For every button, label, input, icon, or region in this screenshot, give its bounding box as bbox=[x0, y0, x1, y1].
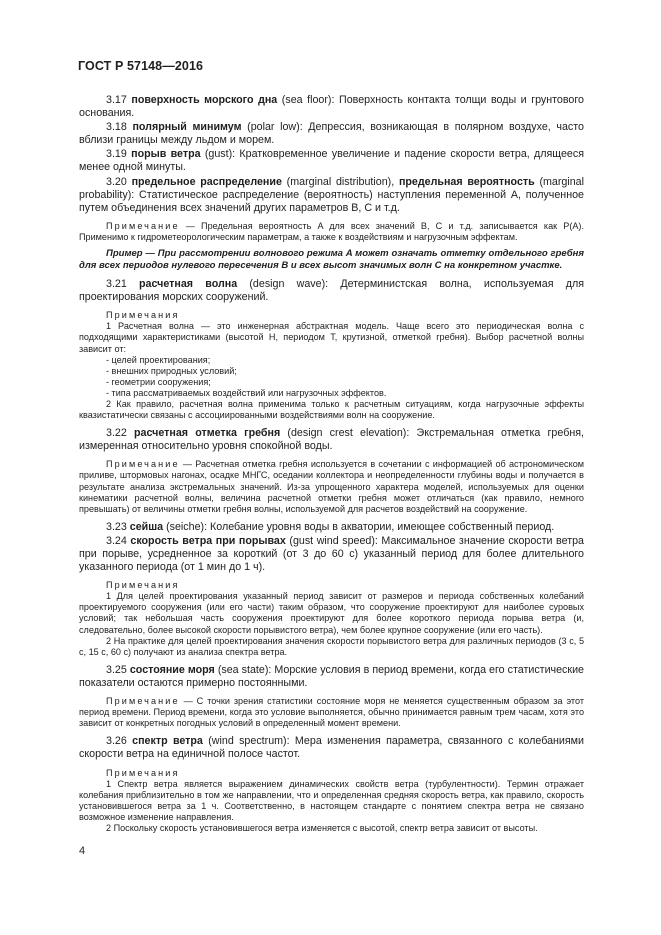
term-definition: (marginal probability): Статистическое распределение (вероятность) наступления переменной A, полученное путем объединения всех значений других параметров B, C и т.д. bbox=[79, 175, 585, 214]
notes-heading: Примечания bbox=[106, 580, 180, 591]
term-name-alt: предельная вероятность bbox=[398, 175, 535, 188]
example-3-20: Пример — При рассмотрении волнового режима A может означать отметку отдельного гребня для всех периодов нулевого пересечения B и всех высот значимых волн C на конкретном участке. bbox=[79, 248, 584, 272]
note-3-24-2: 2 На практике для целей проектирования значения скорости порывистого ветра для различных периодов (3 с, 5 с, 15 с, 60 с) получают из анализа спектра ветра. bbox=[79, 635, 584, 657]
term-definition: (polar low): Депрессия, возникающая в полярном воздухе, часто вблизи границы между льдом и морем. bbox=[79, 121, 584, 147]
note-text: — С точки зрения статистики состояние моря не меняется существенным образом за этот период времени. Период времени, когда это условие выполняется, обычно принимается равным трем часам, хотя это зависит от конкретных погодных условий в определенный момент времени. bbox=[79, 696, 584, 729]
term-3-19 bbox=[79, 148, 584, 174]
term-number: 3.24 bbox=[106, 534, 127, 547]
term-number: 3.20 bbox=[106, 175, 127, 188]
term-name: поверхность морского дна bbox=[131, 94, 278, 106]
term-number: 3.19 bbox=[106, 148, 127, 161]
term-qualifier: (marginal distribution), bbox=[281, 175, 399, 188]
note-3-20 bbox=[79, 221, 584, 243]
term-definition: (seiche): Колебание уровня воды в акватории, имеющее собственный период. bbox=[163, 520, 555, 533]
note-3-21-1: 1 Расчетная волна — это инженерная абстрактная модель. Чаще всего это периодическая волна с подходящими характеристиками (высотой H, периодом T, крутизной, отметкой гребня). Выбор расчетной волны зависит от: bbox=[79, 321, 584, 354]
term-definition: (sea floor): Поверхность контакта толщи воды и грунтового основания. bbox=[79, 94, 584, 120]
term-name: сейша bbox=[129, 520, 164, 533]
term-definition: (gust): Кратковременное увеличение и падение скорости ветра, длящееся менее одной минуты. bbox=[79, 148, 584, 174]
term-name: предельное распределение bbox=[131, 175, 282, 188]
term-3-22 bbox=[79, 427, 584, 453]
term-3-17 bbox=[79, 94, 584, 120]
term-name: расчетная волна bbox=[139, 278, 238, 291]
term-number: 3.26 bbox=[106, 735, 127, 748]
term-definition: (gust wind speed): Максимальное значение скорости ветра при порыве, усредненное за короткий (от 3 до 60 с) указанный период для более длительного указанного периода (от 1 мин до 1 ч). bbox=[79, 534, 584, 574]
term-3-23 bbox=[79, 521, 584, 534]
document-header: ГОСТ Р 57148—2016 bbox=[78, 59, 204, 73]
note-label: Примечание bbox=[106, 459, 180, 470]
term-3-26 bbox=[79, 735, 584, 761]
term-number: 3.23 bbox=[106, 520, 127, 533]
term-definition: (wind spectrum): Мера изменения параметра, связанного с колебаниями скорости ветра на единичной полосе частот. bbox=[79, 735, 584, 761]
note-3-24-1: 1 Для целей проектирования указанный период зависит от размеров и периода собственных колебаний проектируемого сооружения (или его части) таким образом, что сооружение проектируют для наиболее суровых условий; так небольшая часть сооружения проектируют для более короткого периода порыва ветра (и, следовательно, более высокой скорости порывистого ветра), чем более крупное сооружение (или его часть). bbox=[79, 591, 584, 635]
note-3-21-2: 2 Как правило, расчетная волна применима только к расчетным ситуациям, когда нагрузочные эффекты квазистатически связаны с ассоциированными воздействиями волн на сооружение. bbox=[79, 398, 584, 421]
term-number: 3.25 bbox=[106, 663, 127, 676]
term-3-24 bbox=[79, 535, 584, 574]
note-label: Примечание bbox=[106, 696, 180, 707]
note-3-22 bbox=[79, 459, 584, 514]
note-3-25 bbox=[79, 696, 584, 729]
term-number: 3.18 bbox=[106, 121, 127, 134]
term-3-25 bbox=[79, 664, 584, 690]
term-3-18 bbox=[79, 121, 584, 147]
list-item: - геометрии сооружения; bbox=[106, 376, 211, 387]
note-label: Примечание bbox=[106, 220, 180, 231]
term-number: 3.17 bbox=[106, 94, 127, 106]
term-name: спектр ветра bbox=[132, 735, 203, 748]
term-number: 3.21 bbox=[106, 278, 127, 291]
note-text: — Предельная вероятность A для всех значений B, C и т.д. записывается как P(A). Применимо к гидрометеорологическим параметрам, а также к воздействиям и нагрузочным эффектам. bbox=[79, 220, 584, 242]
note-text: — Расчетная отметка гребня используется в сочетании с информацией об астрономическом приливе, штормовых нагонах, осадке МНГС, оседании коллектора и неопределенности глубины воды и получается в результате анализа экстремальных значений. Из-за упрощенного характера моделей, используемых для оценки кинематики расчетной волны, величина расчетной отметки гребня может отличаться (как правило, немного превышать) от величины отметки гребня волны, используемой для расчетов воздействий на сооружение. bbox=[79, 459, 584, 514]
term-number: 3.22 bbox=[106, 427, 127, 440]
list-item: - целей проектирования; bbox=[106, 354, 211, 365]
term-definition: (design crest elevation): Экстремальная отметка гребня, измеренная относительно уровня спокойной воды. bbox=[79, 427, 584, 453]
list-item: - типа рассматриваемых воздействий или нагрузочных эффектов. bbox=[106, 387, 387, 398]
note-3-26-1: 1 Спектр ветра является выражением динамических свойств ветра (турбулентности). Термин отражает колебания приблизительно в том же направлении, что и определенная средняя скорость ветра, как правило, скорость установившегося ветра за 1 ч. Соответственно, в настоящем стандарте с понятием спектра ветра не связано возможное изменение направления. bbox=[79, 778, 584, 822]
page-number: 4 bbox=[79, 845, 86, 857]
term-3-20 bbox=[79, 176, 584, 215]
term-name: порыв ветра bbox=[131, 148, 201, 161]
list-item: - внешних природных условий; bbox=[106, 365, 237, 376]
term-definition: (sea state): Морские условия в период времени, когда его статистические показатели остаются примерно постоянными. bbox=[79, 663, 584, 689]
term-definition: (design wave): Детерминистская волна, используемая для проектирования морских сооружений. bbox=[79, 278, 584, 304]
term-name: полярный минимум bbox=[132, 121, 242, 134]
note-3-26-2: 2 Поскольку скорость установившегося ветра изменяется с высотой, спектр ветра зависит от высоты. bbox=[106, 822, 538, 833]
term-name: скорость ветра при порывах bbox=[130, 534, 286, 547]
term-name: состояние моря bbox=[129, 663, 215, 676]
term-3-21 bbox=[79, 278, 584, 304]
notes-heading: Примечания bbox=[106, 767, 180, 778]
page-content bbox=[79, 94, 584, 834]
notes-heading: Примечания bbox=[106, 310, 180, 321]
term-name: расчетная отметка гребня bbox=[134, 427, 281, 440]
